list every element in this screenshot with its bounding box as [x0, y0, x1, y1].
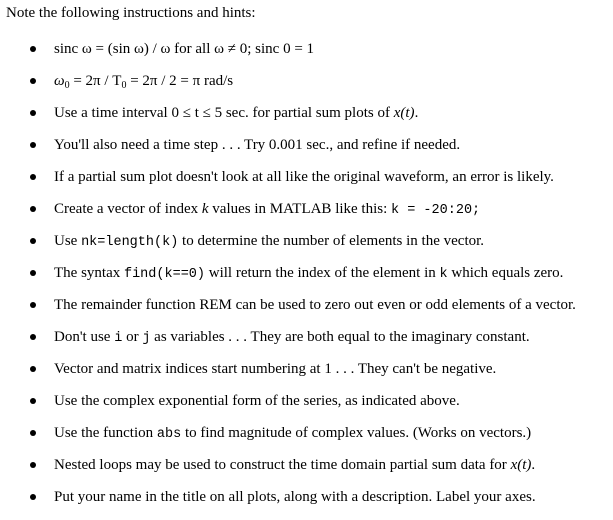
list-item [0, 198, 613, 220]
item-text [54, 230, 484, 254]
text-segment: values in MATLAB like this: [208, 201, 392, 217]
text-segment: Don't use [54, 329, 115, 345]
item-text [54, 422, 531, 446]
code-snippet: k = -20:20; [391, 203, 481, 218]
item-text [54, 70, 233, 97]
item-text [54, 102, 418, 124]
item-text [54, 262, 563, 286]
text-segment: . [414, 105, 419, 121]
bullet-icon [30, 110, 36, 116]
period-subscript: 0 [121, 80, 127, 91]
list-item [0, 38, 613, 60]
omega-subscript: 0 [64, 80, 70, 91]
item-text [54, 454, 535, 476]
text-segment: You'll also need a time step . . . Try 0.001 sec., and refine if needed. [54, 137, 461, 153]
list-item [0, 454, 613, 476]
bullet-icon [30, 398, 36, 404]
list-item [0, 166, 613, 188]
text-segment: Use [54, 233, 82, 249]
list-item [0, 358, 613, 380]
text-segment: Put your name in the title on all plots, along with a description. Label your axes. [54, 489, 536, 505]
item-text [54, 358, 496, 380]
period-equation: = 2π / T [69, 73, 122, 89]
code-snippet: j [142, 331, 151, 346]
omega-value: = 2π / 2 = π rad/s [126, 73, 234, 89]
bullet-icon [30, 238, 36, 244]
text-segment: . [531, 457, 536, 473]
text-segment: Nested loops may be used to construct the time domain partial sum data for [54, 457, 511, 473]
item-text [54, 134, 460, 156]
page-heading: Note the following instructions and hints: [6, 5, 256, 21]
text-segment: to find magnitude of complex values. (Works on vectors.) [181, 425, 532, 441]
text-segment: Use the function [54, 425, 157, 441]
item-text [54, 294, 576, 316]
text-segment: Use the complex exponential form of the series, as indicated above. [54, 393, 460, 409]
signal-name: x(t) [393, 105, 415, 121]
text-segment: which equals zero. [447, 265, 564, 281]
bullet-icon [30, 430, 36, 436]
list-item [0, 70, 613, 92]
bullet-icon [30, 302, 36, 308]
item-text [54, 486, 536, 508]
bullet-icon [30, 366, 36, 372]
item-text [54, 326, 530, 350]
text-segment: The syntax [54, 265, 124, 281]
code-snippet: i [114, 331, 123, 346]
list-item [0, 230, 613, 252]
code-snippet: abs [156, 427, 182, 442]
list-item [0, 134, 613, 156]
list-item [0, 486, 613, 508]
list-item [0, 294, 613, 316]
code-snippet: find(k==0) [123, 267, 205, 282]
bullet-icon [30, 334, 36, 340]
bullet-icon [30, 46, 36, 52]
bullet-icon [30, 142, 36, 148]
text-segment: will return the index of the element in [205, 265, 440, 281]
sinc-definition: sinc ω = (sin ω) / ω for all ω ≠ 0; sinc 0 = 1 [54, 41, 315, 57]
omega-symbol: ω [54, 73, 65, 89]
text-segment: to determine the number of elements in the vector. [178, 233, 485, 249]
text-segment: Vector and matrix indices start numbering at 1 . . . They can't be negative. [54, 361, 497, 377]
index-variable: k [201, 201, 209, 217]
bullet-icon [30, 270, 36, 276]
item-text [54, 166, 554, 188]
item-text [54, 198, 480, 222]
list-item [0, 422, 613, 444]
item-text [54, 38, 314, 60]
code-snippet: k [439, 267, 448, 282]
code-snippet: nk=length(k) [81, 235, 179, 250]
text-segment: as variables . . . They are both equal to the imaginary constant. [150, 329, 530, 345]
bullet-icon [30, 78, 36, 84]
text-segment: The remainder function REM can be used to zero out even or odd elements of a vector. [54, 297, 576, 313]
text-segment: If a partial sum plot doesn't look at all like the original waveform, an error is likely. [54, 169, 554, 185]
bullet-icon [30, 462, 36, 468]
text-segment: Create a vector of index [54, 201, 202, 217]
bullet-icon [30, 174, 36, 180]
list-item [0, 102, 613, 124]
list-item [0, 262, 613, 284]
list-item [0, 390, 613, 412]
bullet-icon [30, 206, 36, 212]
text-segment: Use a time interval 0 ≤ t ≤ 5 sec. for partial sum plots of [54, 105, 394, 121]
signal-name: x(t) [510, 457, 532, 473]
text-segment: or [122, 329, 143, 345]
bullet-icon [30, 494, 36, 500]
list-item [0, 326, 613, 348]
item-text [54, 390, 460, 412]
